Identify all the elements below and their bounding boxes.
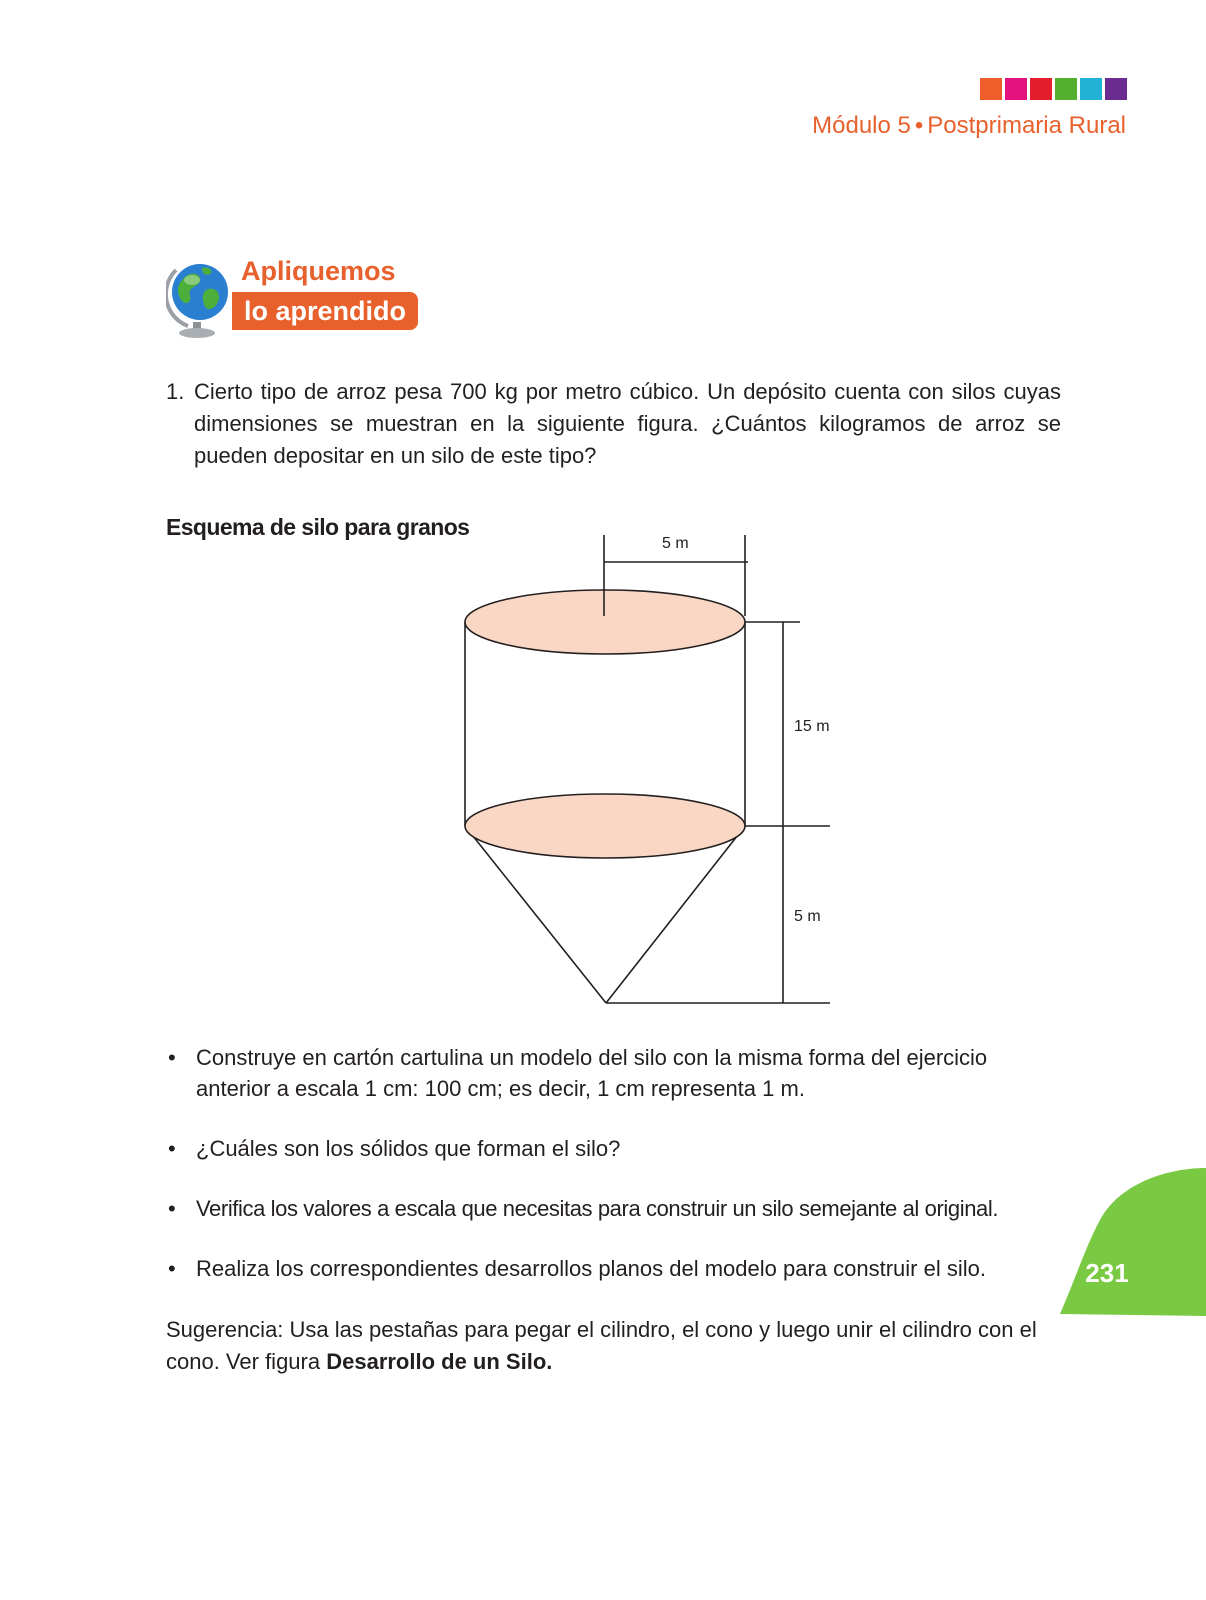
program-label: Postprimaria Rural	[927, 112, 1126, 139]
page-number-tab	[1060, 1168, 1206, 1316]
header-separator: •	[914, 112, 924, 139]
list-item-text: ¿Cuáles son los sólidos que forman el silo?	[196, 1136, 621, 1161]
figure-title: Esquema de silo para granos	[166, 514, 470, 540]
page-number: 231	[1085, 1258, 1129, 1288]
question-number: 1.	[166, 379, 185, 404]
bullet-symbol: •	[168, 1196, 176, 1221]
cylinder-bottom-base	[465, 794, 745, 858]
cylinder-top-base	[465, 590, 745, 654]
module-label: Módulo 5	[812, 112, 911, 139]
badge-title-line2: lo aprendido	[232, 292, 418, 330]
cone-height-label: 5 m	[794, 908, 821, 925]
radius-label: 5 m	[662, 535, 689, 552]
bullet-symbol: •	[168, 1256, 176, 1281]
question-text: Cierto tipo de arroz pesa 700 kg por metro cúbico. Un depósito cuenta con silos cuyas dimensiones se muestran en la siguiente figura. ¿Cuántos kilogramos de arroz se pueden depositar en un silo de este tipo?	[194, 379, 1061, 468]
cylinder-height-label: 15 m	[794, 718, 830, 735]
list-item	[166, 1042, 1061, 1104]
task-list	[166, 1042, 1061, 1313]
suggestion-figure-reference: Desarrollo de un Silo.	[326, 1349, 553, 1374]
list-item	[166, 1253, 1061, 1284]
bullet-symbol: •	[168, 1045, 176, 1070]
list-item-text: Construye en cartón cartulina un modelo del silo con la misma forma del ejercicio anterior a escala 1 cm: 100 cm; es decir, 1 cm representa 1 m.	[196, 1045, 988, 1101]
suggestion-text: Sugerencia: Usa las pestañas para pegar el cilindro, el cono y luego unir el cilindro con el cono. Ver figura	[166, 1317, 1037, 1374]
list-item	[166, 1133, 1061, 1164]
badge-title-line1: Apliquemos	[241, 256, 396, 286]
list-item-text: Realiza los correspondientes desarrollos planos del modelo para construir el silo.	[196, 1256, 986, 1281]
list-item	[166, 1193, 1061, 1224]
list-item-text: Verifica los valores a escala que necesitas para construir un silo semejante al original.	[196, 1196, 999, 1221]
bullet-symbol: •	[168, 1136, 176, 1161]
suggestion-paragraph	[166, 1314, 1061, 1378]
